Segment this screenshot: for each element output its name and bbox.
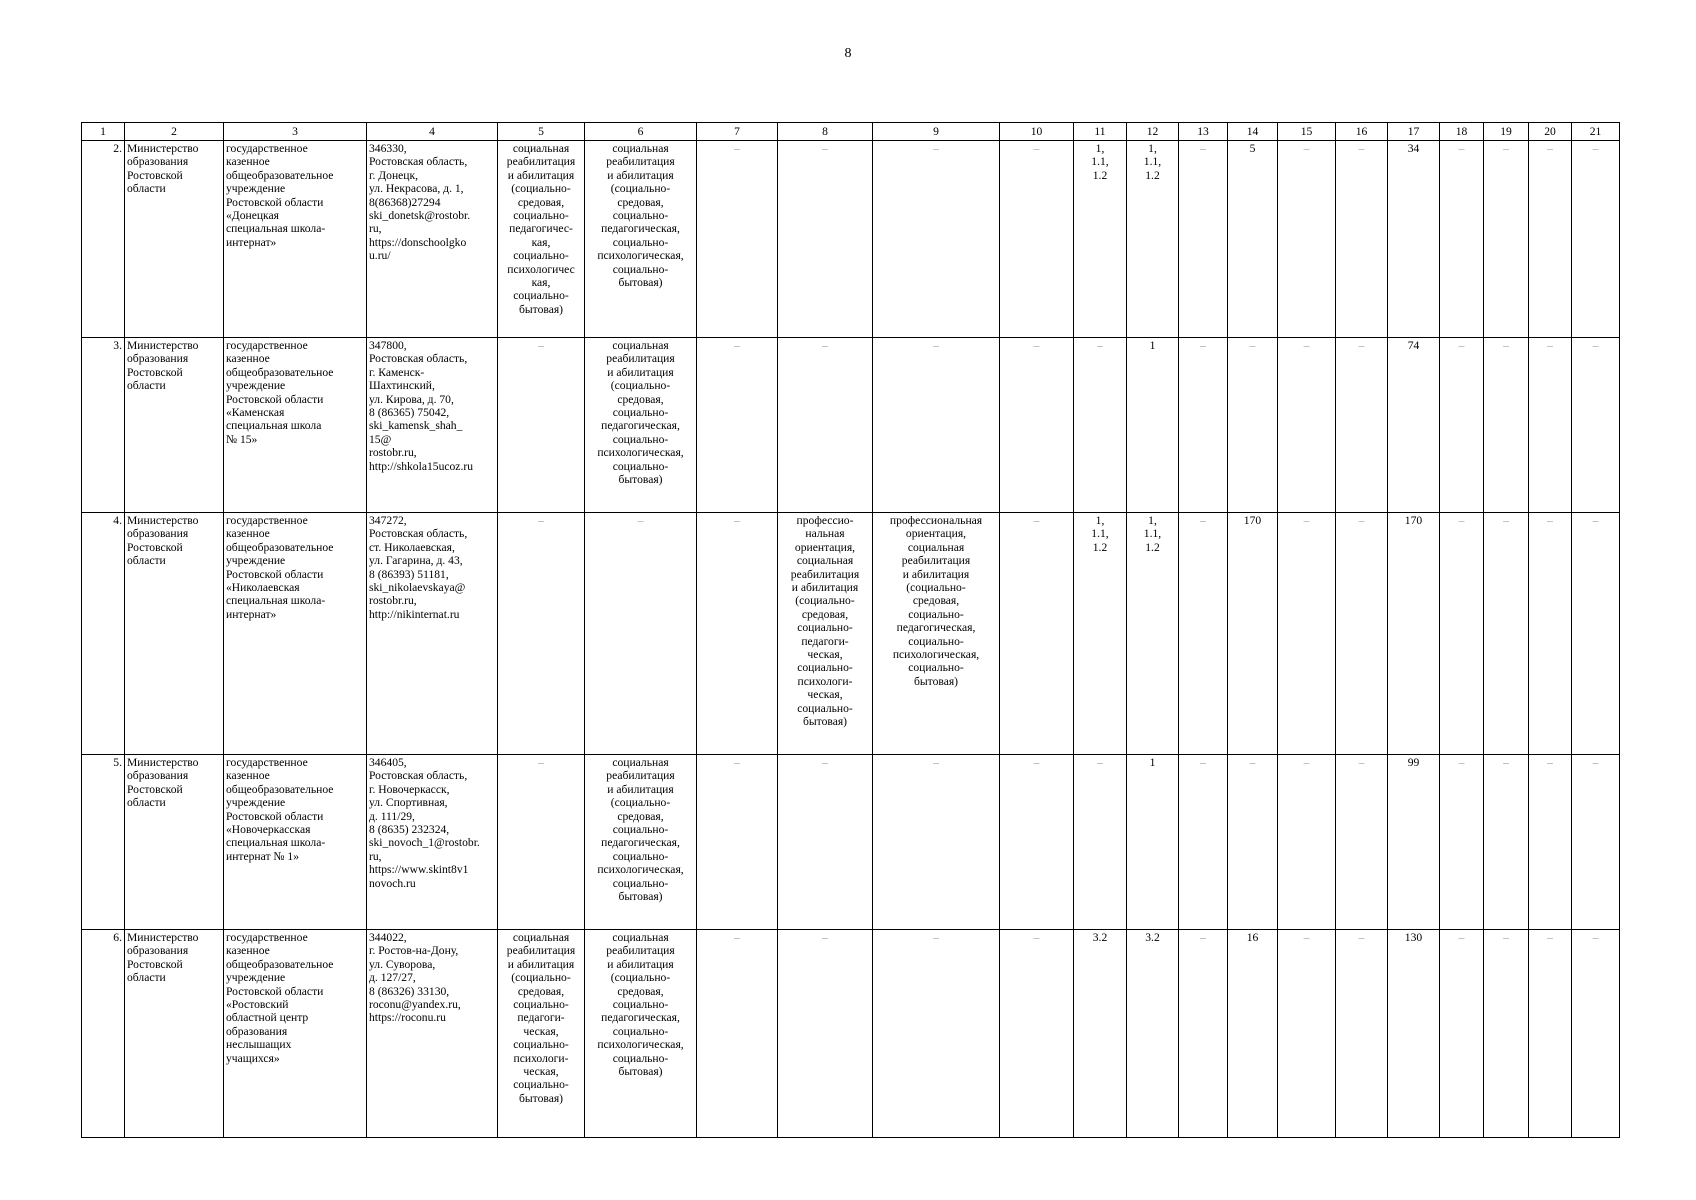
cell-text: – (1303, 756, 1310, 769)
cell-text: – (1358, 756, 1365, 769)
column-header-8: 8 (778, 123, 873, 141)
cell-col-1 (82, 338, 125, 513)
cell-col-17 (1388, 141, 1440, 338)
cell-col-20 (1529, 141, 1572, 338)
cell-col-13 (1179, 755, 1228, 930)
cell-text: – (1592, 142, 1599, 155)
cell-text: государственное казенное общеобразовательное учреждение Ростовской области «Новочеркасская специальная школа- интернат № 1» (226, 756, 334, 863)
cell-text: – (1200, 514, 1206, 527)
cell-col-21 (1572, 338, 1620, 513)
cell-col-18 (1440, 338, 1484, 513)
cell-col-1 (82, 141, 125, 338)
cell-col-19 (1484, 930, 1529, 1138)
cell-text: – (1303, 142, 1310, 155)
cell-col-4 (367, 513, 498, 755)
cell-col-20 (1529, 755, 1572, 930)
cell-text: – (1358, 931, 1365, 944)
column-header-21: 21 (1572, 123, 1620, 141)
column-header-14: 14 (1228, 123, 1278, 141)
cell-text: – (1200, 756, 1206, 769)
cell-col-5 (498, 338, 585, 513)
column-header-10: 10 (1000, 123, 1074, 141)
cell-col-11 (1074, 141, 1127, 338)
column-header-18: 18 (1440, 123, 1484, 141)
cell-col-14 (1228, 338, 1278, 513)
cell-col-17 (1388, 513, 1440, 755)
cell-text: профессиональная ориентация, социальная реабилитация и абилитация (социально- средовая, социально- педагогическая, социально- психологическая, социально- бытовая) (889, 514, 983, 688)
cell-col-11 (1074, 513, 1127, 755)
cell-col-10 (1000, 141, 1074, 338)
cell-col-8 (778, 141, 873, 338)
cell-text: – (1200, 339, 1206, 352)
column-header-19: 19 (1484, 123, 1529, 141)
table-row (82, 513, 1620, 755)
cell-text: – (538, 756, 544, 769)
cell-text: 3.2 (1092, 931, 1108, 944)
cell-col-10 (1000, 930, 1074, 1138)
cell-text: – (734, 339, 740, 352)
cell-col-6 (585, 755, 697, 930)
cell-col-11 (1074, 930, 1127, 1138)
cell-text: – (1303, 514, 1310, 527)
cell-text: – (538, 339, 544, 352)
column-header-5: 5 (498, 123, 585, 141)
cell-text: – (1503, 514, 1509, 527)
cell-col-19 (1484, 513, 1529, 755)
column-header-11: 11 (1074, 123, 1127, 141)
cell-col-18 (1440, 755, 1484, 930)
cell-col-7 (697, 513, 778, 755)
table-header (82, 123, 1620, 141)
cell-col-6 (585, 141, 697, 338)
cell-text: государственное казенное общеобразовательное учреждение Ростовской области «Ростовский областной центр образования неслышащих учащихся» (226, 931, 334, 1065)
cell-text: – (1358, 514, 1365, 527)
cell-text: 4. (113, 514, 122, 527)
cell-col-5 (498, 141, 585, 338)
cell-col-18 (1440, 513, 1484, 755)
table-body (82, 141, 1620, 1138)
column-header-13: 13 (1179, 123, 1228, 141)
cell-text: – (1358, 339, 1365, 352)
cell-col-12 (1127, 513, 1179, 755)
cell-col-5 (498, 755, 585, 930)
cell-text: – (1592, 756, 1599, 769)
cell-text: социальная реабилитация и абилитация (социально- средовая, социально- педагогическая, социально- психологическая, социально- бытовая) (597, 756, 684, 904)
cell-col-15 (1278, 755, 1336, 930)
table-row (82, 141, 1620, 338)
cell-text: – (933, 756, 939, 769)
cell-text: 346330, Ростовская область, г. Донецк, ул. Некрасова, д. 1, 8(86368)27294 ski_donetsk@rostobr. ru, https://donschoolgko u.ru/ (369, 142, 471, 263)
cell-col-14 (1228, 141, 1278, 338)
cell-text: – (1503, 931, 1509, 944)
cell-text: – (1458, 756, 1465, 769)
cell-text: 347800, Ростовская область, г. Каменск- Шахтинский, ул. Кирова, д. 70, 8 (86365) 75042, ski_kamensk_shah_ 15@ rostobr.ru, http://shkola15ucoz.ru (369, 339, 474, 473)
column-header-6: 6 (585, 123, 697, 141)
cell-col-3 (224, 930, 367, 1138)
cell-col-2 (125, 141, 224, 338)
table-row (82, 930, 1620, 1138)
cell-col-14 (1228, 513, 1278, 755)
cell-text: – (822, 931, 828, 944)
cell-col-15 (1278, 141, 1336, 338)
cell-col-4 (367, 930, 498, 1138)
cell-col-18 (1440, 930, 1484, 1138)
cell-text: 6. (113, 931, 122, 944)
cell-text: – (1503, 756, 1509, 769)
cell-text: Министерство образования Ростовской области (127, 339, 199, 393)
cell-col-7 (697, 141, 778, 338)
cell-text: – (1592, 931, 1599, 944)
cell-text: социальная реабилитация и абилитация (социально- средовая, социально- педагоги- ческая, социально- психологи- ческая, социально- бытовая) (506, 931, 576, 1105)
cell-text: государственное казенное общеобразовательное учреждение Ростовской области «Донецкая специальная школа- интернат» (226, 142, 334, 249)
cell-col-12 (1127, 755, 1179, 930)
cell-text: – (1547, 339, 1553, 352)
cell-text: – (1303, 931, 1310, 944)
column-header-16: 16 (1336, 123, 1388, 141)
column-header-17: 17 (1388, 123, 1440, 141)
cell-text: Министерство образования Ростовской области (127, 514, 199, 568)
cell-col-9 (873, 141, 1000, 338)
cell-col-4 (367, 338, 498, 513)
cell-text: – (1097, 339, 1103, 352)
cell-text: – (822, 756, 828, 769)
cell-col-8 (778, 755, 873, 930)
cell-col-12 (1127, 338, 1179, 513)
cell-text: – (1033, 756, 1040, 769)
cell-text: – (1458, 931, 1465, 944)
cell-text: 1, 1.1, 1.2 (1143, 142, 1162, 182)
cell-text: Министерство образования Ростовской области (127, 931, 199, 985)
cell-col-20 (1529, 338, 1572, 513)
cell-col-4 (367, 755, 498, 930)
cell-text: – (1033, 931, 1040, 944)
cell-col-2 (125, 513, 224, 755)
cell-col-21 (1572, 141, 1620, 338)
cell-text: 347272, Ростовская область, ст. Николаевская, ул. Гагарина, д. 43, 8 (86393) 51181, ski_nikolaevskaya@ rostobr.ru, http://nikinternat.ru (369, 514, 468, 621)
cell-text: 74 (1407, 339, 1420, 352)
cell-text: – (1033, 142, 1040, 155)
cell-col-6 (585, 513, 697, 755)
cell-text: – (1097, 756, 1103, 769)
cell-col-9 (873, 755, 1000, 930)
cell-col-9 (873, 338, 1000, 513)
column-header-12: 12 (1127, 123, 1179, 141)
cell-text: государственное казенное общеобразовательное учреждение Ростовской области «Каменская специальная школа № 15» (226, 339, 334, 446)
cell-col-13 (1179, 930, 1228, 1138)
cell-text: – (1249, 756, 1256, 769)
column-header-15: 15 (1278, 123, 1336, 141)
cell-col-14 (1228, 755, 1278, 930)
cell-text: – (822, 142, 828, 155)
cell-text: социальная реабилитация и абилитация (социально- средовая, социально- педагогическая, социально- психологическая, социально- бытовая) (597, 142, 684, 290)
column-header-3: 3 (224, 123, 367, 141)
cell-col-10 (1000, 338, 1074, 513)
cell-col-19 (1484, 141, 1529, 338)
cell-col-10 (1000, 755, 1074, 930)
cell-col-8 (778, 930, 873, 1138)
cell-col-5 (498, 513, 585, 755)
column-header-1: 1 (82, 123, 125, 141)
cell-col-11 (1074, 338, 1127, 513)
cell-col-15 (1278, 338, 1336, 513)
cell-text: 170 (1243, 514, 1262, 527)
cell-text: 5. (113, 756, 122, 769)
table-row (82, 338, 1620, 513)
cell-col-21 (1572, 513, 1620, 755)
cell-text: – (1458, 339, 1465, 352)
cell-col-7 (697, 338, 778, 513)
cell-col-12 (1127, 930, 1179, 1138)
column-header-9: 9 (873, 123, 1000, 141)
cell-text: – (1033, 339, 1040, 352)
cell-text: 34 (1407, 142, 1420, 155)
cell-text: – (1458, 142, 1465, 155)
cell-col-16 (1336, 141, 1388, 338)
cell-col-9 (873, 930, 1000, 1138)
cell-text: 1, 1.1, 1.2 (1091, 142, 1109, 182)
cell-col-6 (585, 930, 697, 1138)
cell-text: – (734, 756, 740, 769)
cell-text: 2. (113, 142, 122, 155)
cell-col-16 (1336, 513, 1388, 755)
cell-text: – (1033, 514, 1040, 527)
cell-col-5 (498, 930, 585, 1138)
cell-text: социальная реабилитация и абилитация (социально- средовая, социально- педагогическая, социально- психологическая, социально- бытовая) (597, 339, 684, 487)
cell-col-7 (697, 930, 778, 1138)
cell-text: – (734, 142, 740, 155)
cell-col-12 (1127, 141, 1179, 338)
cell-col-13 (1179, 338, 1228, 513)
cell-col-19 (1484, 755, 1529, 930)
cell-text: – (734, 931, 740, 944)
cell-col-7 (697, 755, 778, 930)
cell-col-21 (1572, 755, 1620, 930)
cell-text: – (1200, 931, 1206, 944)
cell-col-16 (1336, 338, 1388, 513)
cell-col-19 (1484, 338, 1529, 513)
cell-col-13 (1179, 141, 1228, 338)
cell-text: социальная реабилитация и абилитация (социально- средовая, социально- педагогичес- кая, социально- психологичес кая, социально- бытовая) (506, 142, 576, 316)
cell-text: – (538, 514, 544, 527)
cell-col-3 (224, 141, 367, 338)
cell-col-16 (1336, 930, 1388, 1138)
cell-text: – (1547, 931, 1553, 944)
cell-text: – (1592, 339, 1599, 352)
cell-text: – (1547, 756, 1553, 769)
cell-text: – (1547, 514, 1553, 527)
cell-text: Министерство образования Ростовской области (127, 756, 199, 810)
cell-text: – (1200, 142, 1206, 155)
cell-text: 170 (1404, 514, 1423, 527)
cell-col-1 (82, 755, 125, 930)
cell-col-3 (224, 755, 367, 930)
cell-text: – (933, 931, 939, 944)
cell-text: социальная реабилитация и абилитация (социально- средовая, социально- педагогическая, социально- психологическая, социально- бытовая) (597, 931, 684, 1079)
cell-text: Министерство образования Ростовской области (127, 142, 199, 196)
cell-col-13 (1179, 513, 1228, 755)
cell-text: 346405, Ростовская область, г. Новочеркасск, ул. Спортивная, д. 111/29, 8 (8635) 232324, ski_novoch_1@rostobr. ru, https://www.skint8v1 novoch.ru (369, 756, 480, 890)
cell-text: 3.2 (1145, 931, 1160, 944)
cell-col-17 (1388, 338, 1440, 513)
cell-text: 1 (1149, 339, 1156, 352)
cell-text: – (933, 339, 939, 352)
cell-text: 130 (1404, 931, 1423, 944)
cell-col-10 (1000, 513, 1074, 755)
cell-text: – (1249, 339, 1256, 352)
cell-text: – (933, 142, 939, 155)
cell-col-20 (1529, 513, 1572, 755)
cell-text: 344022, г. Ростов-на-Дону, ул. Суворова, д. 127/27, 8 (86326) 33130, roconu@yandex.ru, https://roconu.ru (369, 931, 461, 1025)
cell-col-1 (82, 930, 125, 1138)
column-header-20: 20 (1529, 123, 1572, 141)
cell-text: – (637, 514, 644, 527)
cell-col-17 (1388, 755, 1440, 930)
cell-col-14 (1228, 930, 1278, 1138)
cell-text: 16 (1246, 931, 1259, 944)
cell-text: – (1503, 142, 1509, 155)
column-number-row (82, 123, 1620, 141)
cell-col-20 (1529, 930, 1572, 1138)
cell-text: – (1592, 514, 1599, 527)
cell-text: 3. (113, 339, 122, 352)
cell-text: 1, 1.1, 1.2 (1091, 514, 1109, 554)
table-row (82, 755, 1620, 930)
cell-col-16 (1336, 755, 1388, 930)
cell-col-18 (1440, 141, 1484, 338)
cell-col-21 (1572, 930, 1620, 1138)
cell-text: – (822, 339, 828, 352)
cell-col-1 (82, 513, 125, 755)
column-header-4: 4 (367, 123, 498, 141)
cell-text: 5 (1249, 142, 1256, 155)
cell-col-15 (1278, 930, 1336, 1138)
cell-col-8 (778, 513, 873, 755)
cell-text: – (1358, 142, 1365, 155)
cell-text: – (1303, 339, 1310, 352)
column-header-2: 2 (125, 123, 224, 141)
cell-col-3 (224, 338, 367, 513)
cell-col-2 (125, 755, 224, 930)
cell-col-4 (367, 141, 498, 338)
cell-col-11 (1074, 755, 1127, 930)
cell-col-6 (585, 338, 697, 513)
cell-col-2 (125, 930, 224, 1138)
cell-text: профессио- нальная ориентация, социальная реабилитация и абилитация (социально- средовая, социально- педагоги- ческая, социально- психологи- ческая, социально- бытовая) (790, 514, 860, 729)
cell-text: – (1458, 514, 1465, 527)
cell-text: 1 (1149, 756, 1156, 769)
column-header-7: 7 (697, 123, 778, 141)
cell-text: – (1547, 142, 1553, 155)
page-number: 8 (844, 46, 852, 61)
cell-text: 1, 1.1, 1.2 (1143, 514, 1162, 554)
cell-text: 99 (1407, 756, 1420, 769)
cell-col-15 (1278, 513, 1336, 755)
cell-text: государственное казенное общеобразовательное учреждение Ростовской области «Николаевская специальная школа- интернат» (226, 514, 334, 621)
cell-col-2 (125, 338, 224, 513)
cell-col-17 (1388, 930, 1440, 1138)
registry-table (81, 122, 1620, 1138)
cell-text: – (734, 514, 740, 527)
cell-col-9 (873, 513, 1000, 755)
cell-col-8 (778, 338, 873, 513)
cell-text: – (1503, 339, 1509, 352)
cell-col-3 (224, 513, 367, 755)
